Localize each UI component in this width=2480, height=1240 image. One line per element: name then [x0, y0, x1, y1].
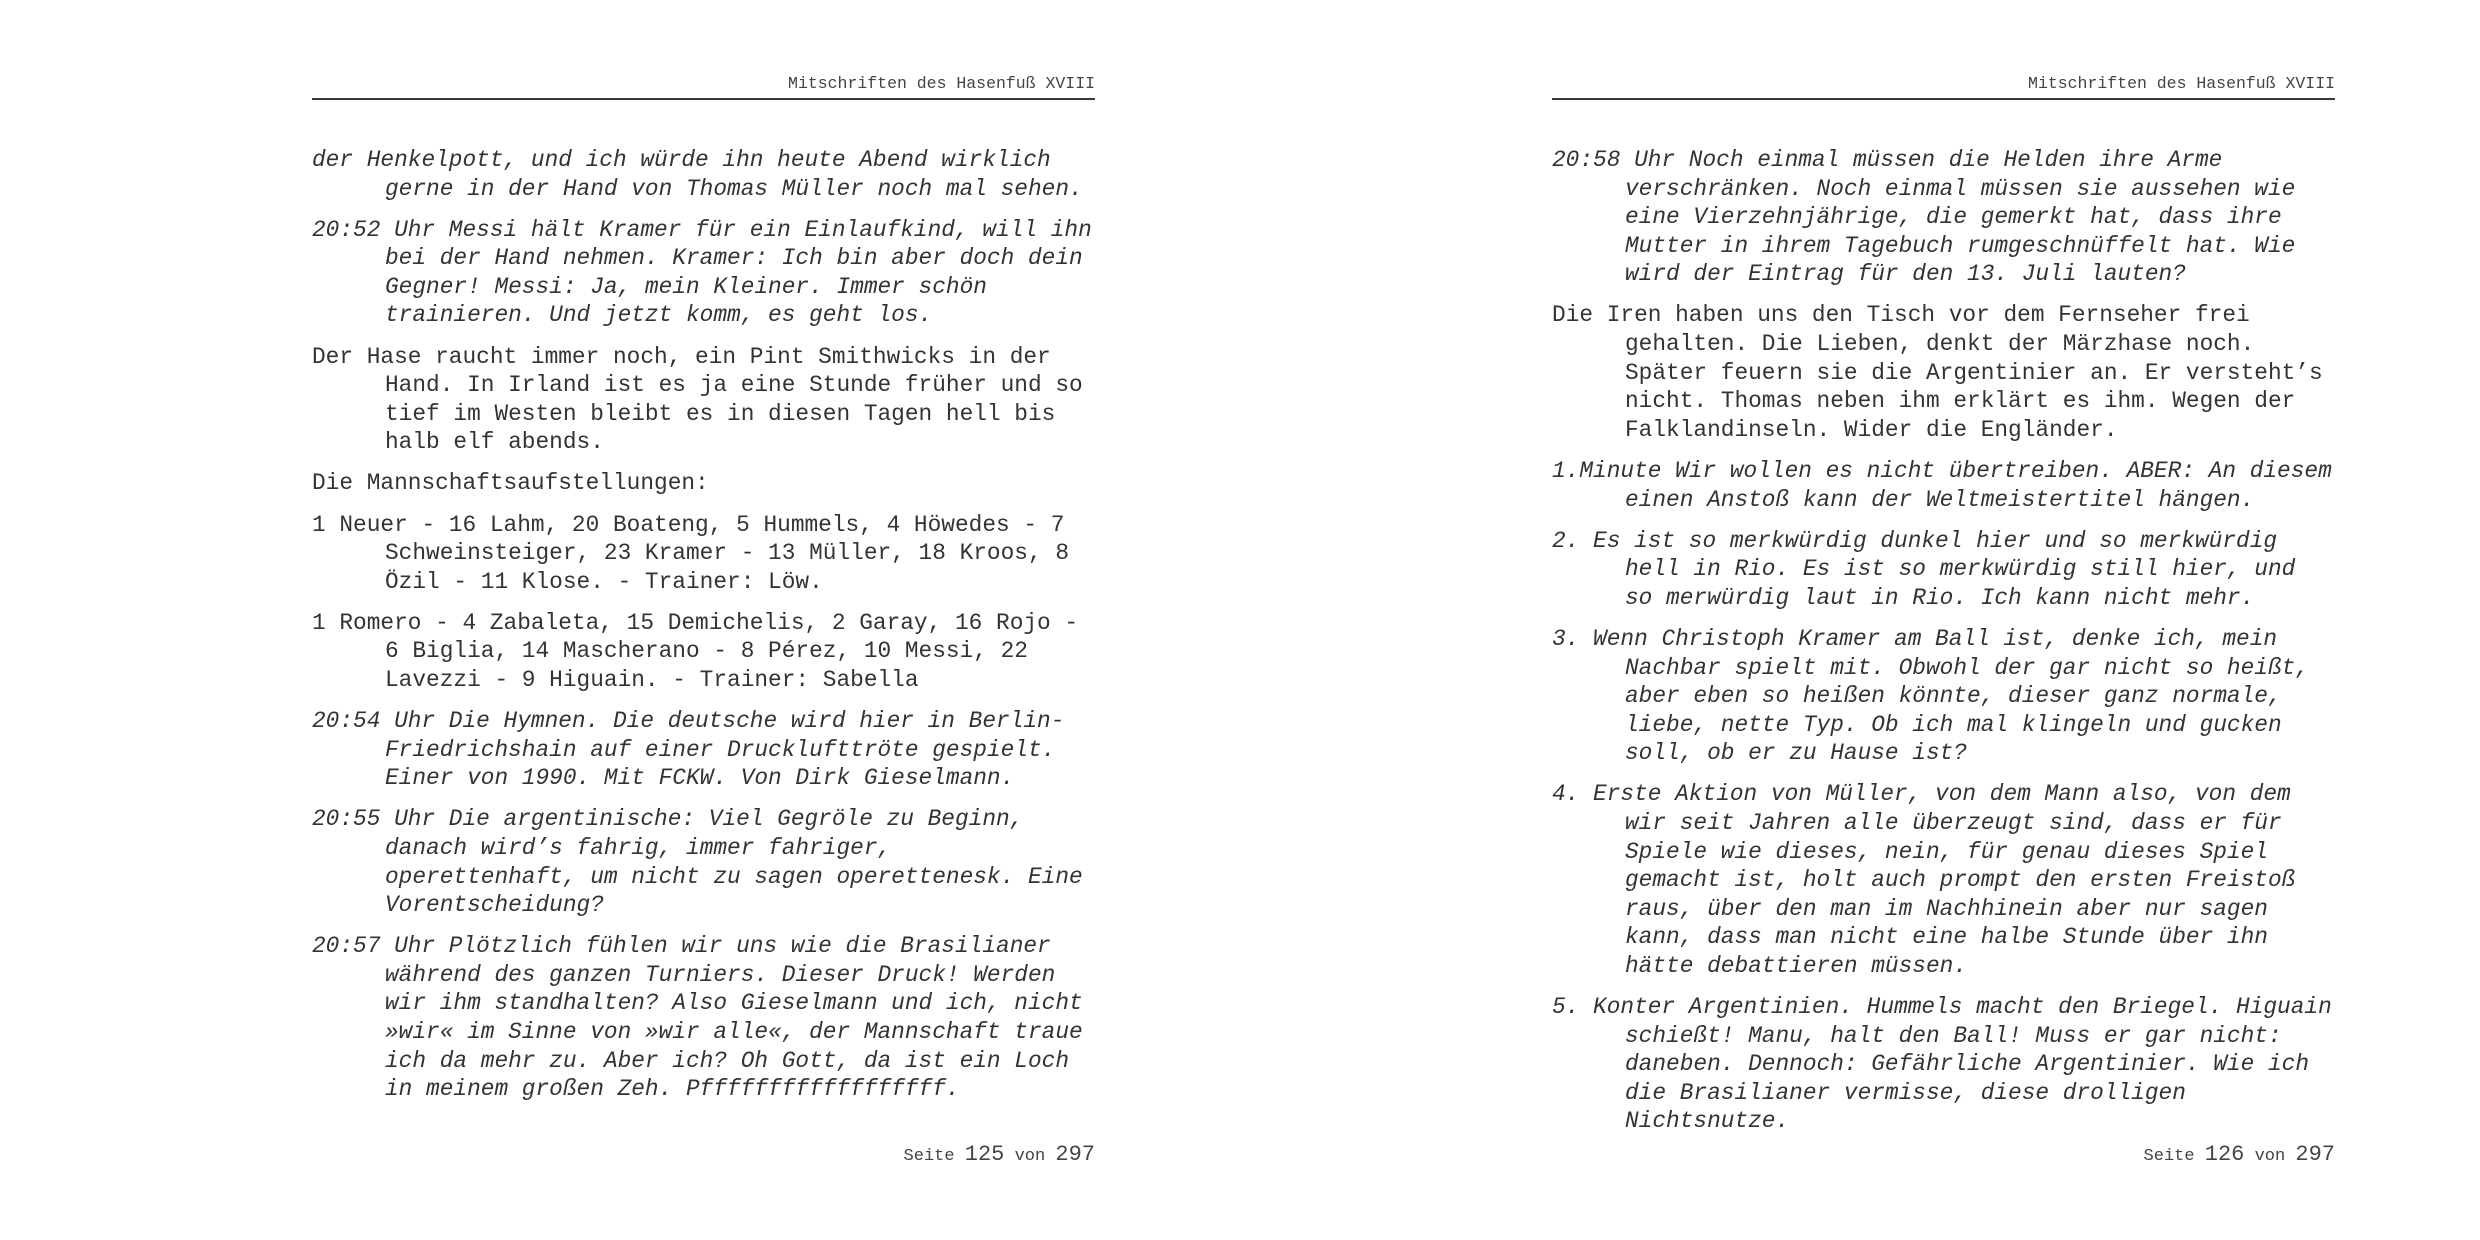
paragraph: Die Iren haben uns den Tisch vor dem Fernseher frei gehalten. Die Lieben, denkt der Märzhase noch. Später feuern sie die Argentinier an. Er versteht’s nicht. Thomas neben ihm erklärt es ihm. Wegen der Falklandinseln. Wider die Engländer. [1552, 302, 2337, 443]
paragraph: 1 Neuer - 16 Lahm, 20 Boateng, 5 Hummels, 4 Höwedes - 7 Schweinsteiger, 23 Kramer - 13 Müller, 18 Kroos, 8 Özil - 11 Klose. - Trainer: Löw. [312, 511, 1083, 595]
right-page [1240, 0, 2480, 1240]
paragraph: 4. Erste Aktion von Müller, von dem Mann also, von dem wir seit Jahren alle überzeugt sind, dass er für Spiele wie dieses, nein, für genau dieses Spiel gemacht ist, holt auch prompt den ersten Freistoß raus, über den man im Nachhinein aber nur sagen kann, dass man nicht eine halbe Stunde über ihn hätte debattieren müssen. [1552, 781, 2310, 979]
page-body [312, 146, 1106, 1116]
page-body [1552, 146, 2346, 1149]
page-total: 297 [2295, 1142, 2335, 1167]
paragraph: 20:55 Uhr Die argentinische: Viel Gegröle zu Beginn, danach wird’s fahrig, immer fahriger, operettenhaft, um nicht zu sagen operettenesk. Eine Vorentscheidung? [312, 806, 1097, 919]
paragraph: der Henkelpott, und ich würde ihn heute Abend wirklich gerne in der Hand von Thomas Müller noch mal sehen. [312, 147, 1083, 202]
footer-of: von [1014, 1147, 1046, 1166]
paragraph: 20:57 Uhr Plötzlich fühlen wir uns wie die Brasilianer während des ganzen Turniers. Dieser Druck! Werden wir ihm standhalten? Also Gieselmann und ich, nicht »wir« im Sinne von »wir alle«, der Mannschaft traue ich da mehr zu. Aber ich? Oh Gott, da ist ein Loch in meinem großen Zeh. Pffffffffffffffffff. [312, 933, 1097, 1103]
paragraph: Die Mannschaftsaufstellungen: [312, 470, 709, 497]
footer-label: Seite [2143, 1147, 2195, 1166]
paragraph: 20:54 Uhr Die Hymnen. Die deutsche wird hier in Berlin-Friedrichshain auf einer Drucklufttröte gespielt. Einer von 1990. Mit FCKW. Von Dirk Gieselmann. [312, 708, 1070, 792]
running-header: Mitschriften des Hasenfuß XVIII [1552, 74, 2335, 100]
footer-of: von [2254, 1147, 2286, 1166]
paragraph: 2. Es ist so merkwürdig dunkel hier und so merkwürdig hell in Rio. Es ist so merkwürdig still hier, und so merwürdig laut in Rio. Ich kann nicht mehr. [1552, 527, 2310, 611]
paragraph: 1.Minute Wir wollen es nicht übertreiben. ABER: An diesem einen Anstoß kann der Weltmeistertitel hängen. [1552, 457, 2346, 513]
paragraph: 1 Romero - 4 Zabaleta, 15 Demichelis, 2 Garay, 16 Rojo - 6 Biglia, 14 Mascherano - 8 Pérez, 10 Messi, 22 Lavezzi - 9 Higuain. - Trainer: Sabella [312, 609, 1092, 693]
footer-label: Seite [903, 1147, 955, 1166]
page-number: 126 [2204, 1142, 2245, 1167]
page-footer [312, 1140, 1095, 1172]
page-footer [1552, 1140, 2335, 1172]
paragraph: 20:58 Uhr Noch einmal müssen die Helden ihre Arme verschränken. Noch einmal müssen sie aussehen wie eine Vierzehnjährige, die gemerkt hat, dass ihre Mutter in ihrem Tagebuch rumgeschnüffelt hat. Wie wird der Eintrag für den 13. Juli lauten? [1552, 147, 2310, 288]
paragraph: Der Hase raucht immer noch, ein Pint Smithwicks in der Hand. In Irland ist es ja eine Stunde früher und so tief im Westen bleibt es in diesen Tagen hell bis halb elf abends. [312, 343, 1097, 456]
paragraph: 5. Konter Argentinien. Hummels macht den Briegel. Higuain schießt! Manu, halt den Ball! Muss er gar nicht: daneben. Dennoch: Gefährliche Argentinier. Wie ich die Brasilianer vermisse, diese drolligen Nichtsnutze. [1552, 994, 2346, 1135]
paragraph: 3. Wenn Christoph Kramer am Ball ist, denke ich, mein Nachbar spielt mit. Obwohl der gar nicht so heißt, aber eben so heißen könnte, dieser ganz normale, liebe, nette Typ. Ob ich mal klingeln und gucken soll, ob er zu Hause ist? [1552, 625, 2323, 767]
page-number: 125 [964, 1142, 1005, 1167]
running-header: Mitschriften des Hasenfuß XVIII [312, 74, 1095, 100]
page-total: 297 [1055, 1142, 1095, 1167]
paragraph: 20:52 Uhr Messi hält Kramer für ein Einlaufkind, will ihn bei der Hand nehmen. Kramer: Ich bin aber doch dein Gegner! Messi: Ja, mein Kleiner. Immer schön trainieren. Und jetzt komm, es geht los. [312, 216, 1106, 329]
